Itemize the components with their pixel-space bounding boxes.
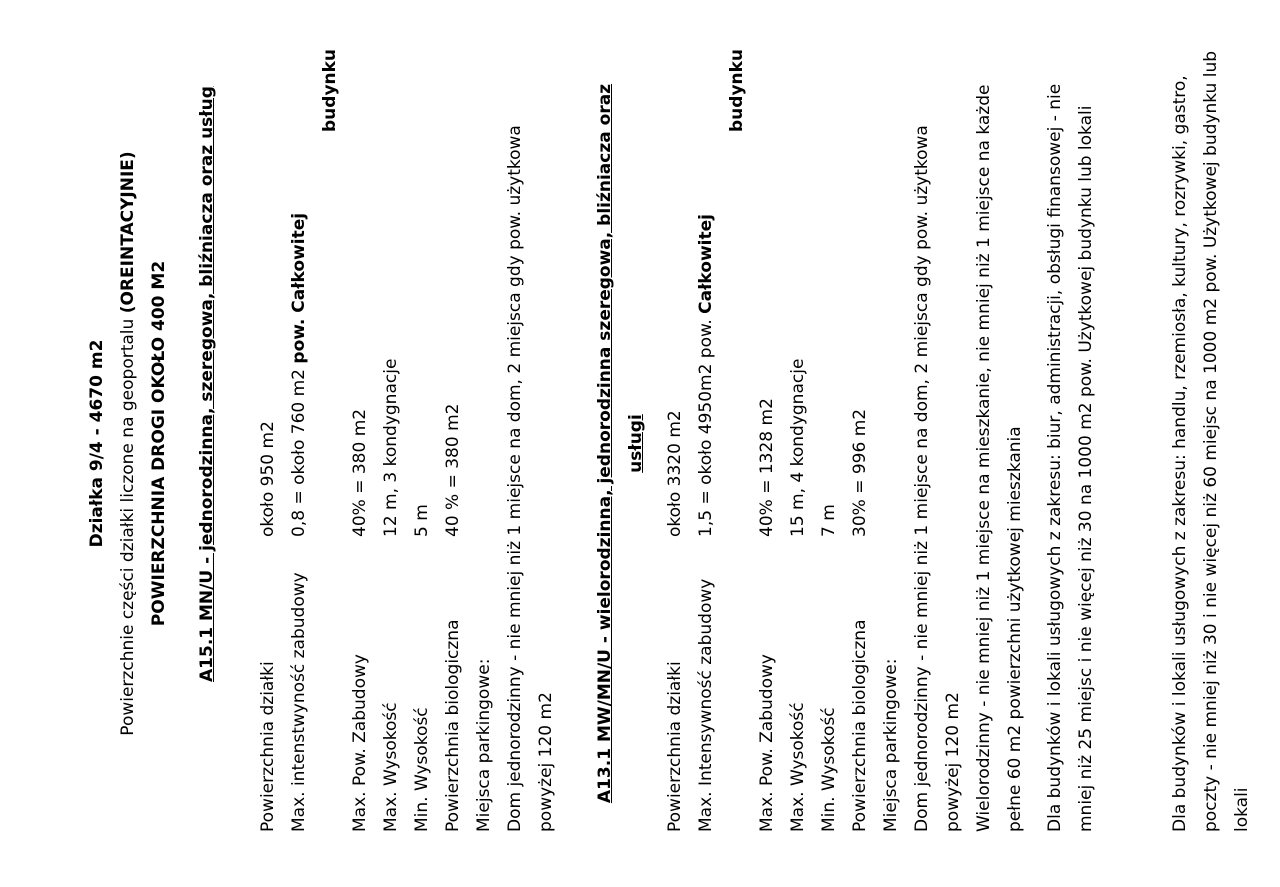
- section-a13-table: [660, 32, 1080, 832]
- subtitle-bold: (OREINTACYJNIE): [118, 151, 138, 314]
- a15-coverage-label: Max. Pow. Zabudowy: [350, 654, 370, 832]
- section-a15-table: [253, 42, 563, 832]
- document-subtitle: [113, 0, 144, 887]
- a13-parking-house: Dom jednorodzinny - nie mniej niż 1 miejsce na dom, 2 miejsca gdy pow. użytkowa powyżej 120 m2: [912, 125, 963, 832]
- a13-heading-line2: usługi: [626, 414, 646, 473]
- a15-intensity-text: 0,8 = około 760 m2: [289, 363, 309, 537]
- a13-bio-label: Powierzchnia biologiczna: [850, 619, 870, 832]
- document-header: [82, 0, 175, 887]
- a15-maxh-value: 12 m, 3 kondygnacje: [381, 358, 401, 537]
- a15-parking-label: Miejsca parkingowe:: [474, 658, 494, 832]
- a13-minh-label: Min. Wysokość: [819, 707, 839, 832]
- section-a13-heading: [590, 20, 652, 867]
- a13-bio-value: 30% = 996 m2: [850, 408, 870, 537]
- a15-minh-value: 5 m: [412, 504, 432, 537]
- a13-coverage-value: 40% = 1328 m2: [757, 398, 777, 537]
- a15-area-label: Powierzchnia działki: [258, 661, 278, 832]
- a15-intensity-bold: pow. Całkowitej: [289, 212, 309, 364]
- a15-intensity-bold-cont: budynku: [320, 48, 340, 132]
- a13-area-label: Powierzchnia działki: [665, 661, 685, 832]
- subtitle-text: Powierzchnie części działki liczone na geoportalu: [118, 313, 138, 736]
- a15-maxh-label: Max. Wysokość: [381, 702, 401, 832]
- a15-bio-label: Powierzchnia biologiczna: [443, 619, 463, 832]
- a13-intensity-value: [691, 214, 722, 537]
- note-retail-services: Dla budynków i lokali usługowych z zakresu: handlu, rzemiosła, kultury, rozrywki, gastro, poczty - nie mniej niż 30 i nie więcej niż 60 miejsc na 1000 m2 pow. Użytkowej budynku lub lokali: [1170, 50, 1252, 832]
- a13-minh-value: 7 m: [819, 504, 839, 537]
- a13-coverage-label: Max. Pow. Zabudowy: [757, 654, 777, 832]
- a13-intensity-text: 1,5 = około 4950m2 pow.: [696, 313, 716, 537]
- a13-heading-line1: A13.1 MW/MN/U - wielorodzinna, jednorodzinna szeregowa, bliźniacza oraz: [595, 83, 615, 804]
- document-title: Działka 9/4 - 4670 m2: [87, 339, 107, 548]
- a13-intensity-bold: Całkowitej: [696, 214, 716, 314]
- a15-minh-label: Min. Wysokość: [412, 707, 432, 832]
- note-office-services: Dla budynków i lokali usługowych z zakresu: biur, administracji, obsługi finansowej - nie mniej niż 25 miejsc i nie więcej niż 30 na 1000 m2 pow. Użytkowej budynku lub lokali: [1045, 83, 1096, 832]
- road-area-line: POWIERZCHNIA DROGI OKOŁO 400 M2: [149, 260, 169, 627]
- a15-intensity-label: Max. intenstwyność zabudowy: [289, 572, 309, 832]
- a13-intensity-bold-cont: budynku: [727, 48, 747, 132]
- a13-maxh-value: 15 m, 4 kondygnacje: [788, 358, 808, 537]
- a15-intensity-value: [284, 213, 315, 537]
- a15-area-value: około 950 m2: [258, 421, 278, 537]
- a13-area-value: około 3320 m2: [665, 410, 685, 537]
- a13-intensity-label: Max. Intensywność zabudowy: [696, 578, 716, 832]
- a15-bio-value: 40 % = 380 m2: [443, 403, 463, 537]
- a13-parking-label: Miejsca parkingowe:: [881, 658, 901, 832]
- a13-maxh-label: Max. Wysokość: [788, 702, 808, 832]
- a13-parking-multi: Wielorodzinny - nie mniej niż 1 miejsce na mieszkanie, nie mniej niż 1 miejsce na każde pełne 60 m2 powierzchni użytkowej mieszkania: [974, 84, 1025, 832]
- a15-coverage-value: 40% = 380 m2: [350, 408, 370, 537]
- a15-parking-house: Dom jednorodzinny - nie mniej niż 1 miejsce na dom, 2 miejsca gdy pow. użytkowa powyżej 120 m2: [505, 125, 556, 832]
- section-a15-heading: A15.1 MN/U - jednorodzinna, szeregowa, bliźniacza oraz usług: [197, 86, 217, 682]
